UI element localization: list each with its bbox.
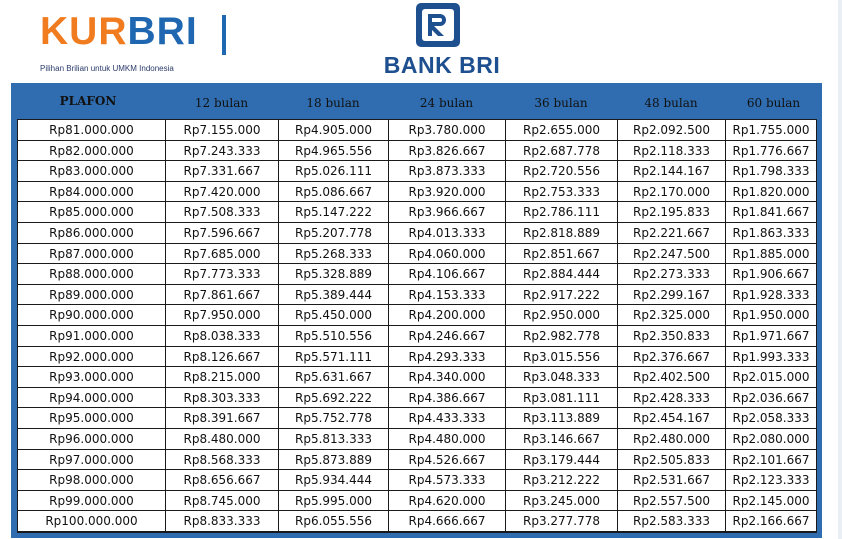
kur-bri-wordmark: [40, 8, 198, 56]
table-row: [18, 367, 816, 388]
installment-cell: Rp2.884.444: [506, 264, 618, 285]
installment-cell: Rp5.389.444: [279, 285, 389, 306]
installment-cell: Rp5.692.222: [279, 388, 389, 409]
installment-cell: Rp4.013.333: [389, 223, 506, 244]
installment-cell: Rp2.786.111: [506, 202, 618, 223]
installment-cell: Rp4.480.000: [389, 429, 506, 450]
plafon-cell: Rp82.000.000: [18, 141, 166, 162]
installment-cell: Rp2.454.167: [618, 408, 726, 429]
installment-cell: Rp5.026.111: [279, 161, 389, 182]
installment-cell: Rp7.596.667: [166, 223, 279, 244]
plafon-cell: Rp95.000.000: [18, 408, 166, 429]
installment-cell: Rp5.086.667: [279, 182, 389, 203]
installment-cell: Rp2.350.833: [618, 326, 726, 347]
page-header: [0, 0, 842, 82]
installment-cell: Rp5.934.444: [279, 470, 389, 491]
installment-cell: Rp2.145.000: [726, 491, 816, 512]
installment-cell: Rp2.325.000: [618, 305, 726, 326]
plafon-cell: Rp96.000.000: [18, 429, 166, 450]
column-header-60: 60 bulan: [746, 96, 801, 110]
installment-cell: Rp8.303.333: [166, 388, 279, 409]
installment-cell: Rp3.081.111: [506, 388, 618, 409]
table-row: [18, 202, 816, 223]
table-row: [18, 388, 816, 409]
installment-cell: Rp2.583.333: [618, 511, 726, 532]
installment-cell: Rp8.038.333: [166, 326, 279, 347]
installment-cell: Rp2.118.333: [618, 141, 726, 162]
installment-cell: Rp2.221.667: [618, 223, 726, 244]
installment-cell: Rp7.155.000: [166, 120, 279, 141]
column-header-12: 12 bulan: [194, 96, 249, 110]
installment-cell: Rp4.526.667: [389, 450, 506, 471]
kur-bri-logo: [36, 8, 228, 73]
installment-cell: Rp7.420.000: [166, 182, 279, 203]
installment-cell: Rp5.328.889: [279, 264, 389, 285]
installment-cell: Rp3.245.000: [506, 491, 618, 512]
logo-tagline: Pilihan Brilian untuk UMKM Indonesia: [40, 64, 174, 73]
installment-cell: Rp3.780.000: [389, 120, 506, 141]
plafon-cell: Rp81.000.000: [18, 120, 166, 141]
installment-cell: Rp4.153.333: [389, 285, 506, 306]
installment-cell: Rp1.755.000: [726, 120, 816, 141]
table-row: [18, 347, 816, 368]
table-row: [18, 264, 816, 285]
installment-cell: Rp2.170.000: [618, 182, 726, 203]
installment-cell: Rp1.820.000: [726, 182, 816, 203]
installment-cell: Rp8.391.667: [166, 408, 279, 429]
plafon-cell: Rp89.000.000: [18, 285, 166, 306]
installment-cell: Rp4.905.000: [279, 120, 389, 141]
installment-cell: Rp8.480.000: [166, 429, 279, 450]
plafon-cell: Rp93.000.000: [18, 367, 166, 388]
installment-cell: Rp2.273.333: [618, 264, 726, 285]
table-row: [18, 285, 816, 306]
installment-cell: Rp2.505.833: [618, 450, 726, 471]
installment-cell: Rp3.826.667: [389, 141, 506, 162]
installment-table: [11, 83, 822, 538]
installment-cell: Rp2.480.000: [618, 429, 726, 450]
installment-cell: Rp1.950.000: [726, 305, 816, 326]
plafon-cell: Rp88.000.000: [18, 264, 166, 285]
installment-cell: Rp2.655.000: [506, 120, 618, 141]
kur-text: KUR: [40, 10, 128, 53]
installment-cell: Rp4.965.556: [279, 141, 389, 162]
plafon-cell: Rp84.000.000: [18, 182, 166, 203]
installment-cell: Rp3.179.444: [506, 450, 618, 471]
table-row: [18, 244, 816, 265]
installment-cell: Rp8.568.333: [166, 450, 279, 471]
installment-cell: Rp2.058.333: [726, 408, 816, 429]
installment-cell: Rp4.433.333: [389, 408, 506, 429]
installment-cell: Rp4.666.667: [389, 511, 506, 532]
installment-cell: Rp2.092.500: [618, 120, 726, 141]
installment-cell: Rp1.798.333: [726, 161, 816, 182]
installment-cell: Rp2.247.500: [618, 244, 726, 265]
table-row: [18, 429, 816, 450]
table-row: [18, 182, 816, 203]
installment-cell: Rp1.928.333: [726, 285, 816, 306]
table-row: [18, 141, 816, 162]
installment-cell: Rp8.126.667: [166, 347, 279, 368]
installment-cell: Rp2.531.667: [618, 470, 726, 491]
column-header-plafon: PLAFON: [59, 94, 117, 108]
installment-cell: Rp3.015.556: [506, 347, 618, 368]
table-row: [18, 450, 816, 471]
installment-cell: Rp7.685.000: [166, 244, 279, 265]
installment-cell: Rp2.753.333: [506, 182, 618, 203]
installment-cell: Rp5.631.667: [279, 367, 389, 388]
installment-cell: Rp7.243.333: [166, 141, 279, 162]
installment-cell: Rp2.950.000: [506, 305, 618, 326]
installment-cell: Rp2.720.556: [506, 161, 618, 182]
right-edge-strip: [838, 0, 842, 539]
column-header-24: 24 bulan: [419, 96, 474, 110]
installment-cell: Rp1.906.667: [726, 264, 816, 285]
installment-cell: Rp5.873.889: [279, 450, 389, 471]
installment-cell: Rp3.873.333: [389, 161, 506, 182]
installment-cell: Rp5.571.111: [279, 347, 389, 368]
installment-cell: Rp2.299.167: [618, 285, 726, 306]
bank-bri-text: BANK BRI: [383, 52, 501, 78]
installment-cell: Rp4.620.000: [389, 491, 506, 512]
installment-cell: Rp5.147.222: [279, 202, 389, 223]
bri-emblem-icon: [414, 2, 462, 50]
installment-cell: Rp1.971.667: [726, 326, 816, 347]
installment-cell: Rp3.212.222: [506, 470, 618, 491]
installment-cell: Rp2.818.889: [506, 223, 618, 244]
installment-cell: Rp8.745.000: [166, 491, 279, 512]
installment-cell: Rp2.036.667: [726, 388, 816, 409]
installment-cell: Rp3.966.667: [389, 202, 506, 223]
installment-cell: Rp2.851.667: [506, 244, 618, 265]
plafon-cell: Rp83.000.000: [18, 161, 166, 182]
plafon-cell: Rp94.000.000: [18, 388, 166, 409]
plafon-cell: Rp92.000.000: [18, 347, 166, 368]
installment-cell: Rp8.656.667: [166, 470, 279, 491]
table-body: [17, 119, 817, 533]
installment-cell: Rp3.048.333: [506, 367, 618, 388]
table-row: [18, 470, 816, 491]
plafon-cell: Rp85.000.000: [18, 202, 166, 223]
installment-cell: Rp4.573.333: [389, 470, 506, 491]
installment-cell: Rp1.993.333: [726, 347, 816, 368]
installment-cell: Rp6.055.556: [279, 511, 389, 532]
installment-cell: Rp2.557.500: [618, 491, 726, 512]
column-header-48: 48 bulan: [644, 96, 698, 110]
bri-text: BRI: [127, 10, 198, 53]
table-row: [18, 491, 816, 512]
installment-cell: Rp2.123.333: [726, 470, 816, 491]
table-row: [18, 223, 816, 244]
installment-cell: Rp4.386.667: [389, 388, 506, 409]
installment-cell: Rp2.917.222: [506, 285, 618, 306]
logo-divider: [222, 15, 226, 55]
bank-bri-logo: [372, 2, 512, 80]
installment-cell: Rp2.982.778: [506, 326, 618, 347]
plafon-cell: Rp100.000.000: [18, 511, 166, 532]
installment-cell: Rp1.841.667: [726, 202, 816, 223]
installment-cell: Rp2.195.833: [618, 202, 726, 223]
installment-cell: Rp2.101.667: [726, 450, 816, 471]
installment-cell: Rp2.687.778: [506, 141, 618, 162]
installment-cell: Rp7.508.333: [166, 202, 279, 223]
installment-cell: Rp1.863.333: [726, 223, 816, 244]
installment-cell: Rp2.144.167: [618, 161, 726, 182]
installment-cell: Rp4.106.667: [389, 264, 506, 285]
installment-cell: Rp8.833.333: [166, 511, 279, 532]
installment-cell: Rp2.166.667: [726, 511, 816, 532]
installment-cell: Rp8.215.000: [166, 367, 279, 388]
installment-cell: Rp2.080.000: [726, 429, 816, 450]
installment-cell: Rp7.950.000: [166, 305, 279, 326]
plafon-cell: Rp99.000.000: [18, 491, 166, 512]
plafon-cell: Rp90.000.000: [18, 305, 166, 326]
plafon-cell: Rp87.000.000: [18, 244, 166, 265]
installment-cell: Rp3.277.778: [506, 511, 618, 532]
installment-cell: Rp5.207.778: [279, 223, 389, 244]
installment-cell: Rp5.450.000: [279, 305, 389, 326]
installment-cell: Rp7.861.667: [166, 285, 279, 306]
installment-cell: Rp5.752.778: [279, 408, 389, 429]
installment-cell: Rp2.402.500: [618, 367, 726, 388]
table-header: [11, 83, 822, 119]
table-row: [18, 326, 816, 347]
installment-cell: Rp5.813.333: [279, 429, 389, 450]
installment-cell: Rp2.376.667: [618, 347, 726, 368]
table-row: [18, 161, 816, 182]
installment-cell: Rp5.995.000: [279, 491, 389, 512]
column-header-18: 18 bulan: [306, 96, 360, 110]
installment-cell: Rp5.268.333: [279, 244, 389, 265]
table-row: [18, 511, 816, 532]
installment-cell: Rp4.246.667: [389, 326, 506, 347]
installment-cell: Rp4.340.000: [389, 367, 506, 388]
installment-cell: Rp5.510.556: [279, 326, 389, 347]
plafon-cell: Rp86.000.000: [18, 223, 166, 244]
installment-cell: Rp4.293.333: [389, 347, 506, 368]
installment-cell: Rp2.428.333: [618, 388, 726, 409]
installment-cell: Rp4.200.000: [389, 305, 506, 326]
installment-cell: Rp1.885.000: [726, 244, 816, 265]
table-row: [18, 408, 816, 429]
installment-cell: Rp2.015.000: [726, 367, 816, 388]
plafon-cell: Rp97.000.000: [18, 450, 166, 471]
installment-cell: Rp4.060.000: [389, 244, 506, 265]
installment-cell: Rp3.113.889: [506, 408, 618, 429]
table-row: [18, 305, 816, 326]
table-row: [18, 120, 816, 141]
installment-cell: Rp1.776.667: [726, 141, 816, 162]
column-header-36: 36 bulan: [534, 96, 588, 110]
installment-cell: Rp7.331.667: [166, 161, 279, 182]
plafon-cell: Rp98.000.000: [18, 470, 166, 491]
installment-cell: Rp3.146.667: [506, 429, 618, 450]
plafon-cell: Rp91.000.000: [18, 326, 166, 347]
installment-cell: Rp3.920.000: [389, 182, 506, 203]
installment-cell: Rp7.773.333: [166, 264, 279, 285]
